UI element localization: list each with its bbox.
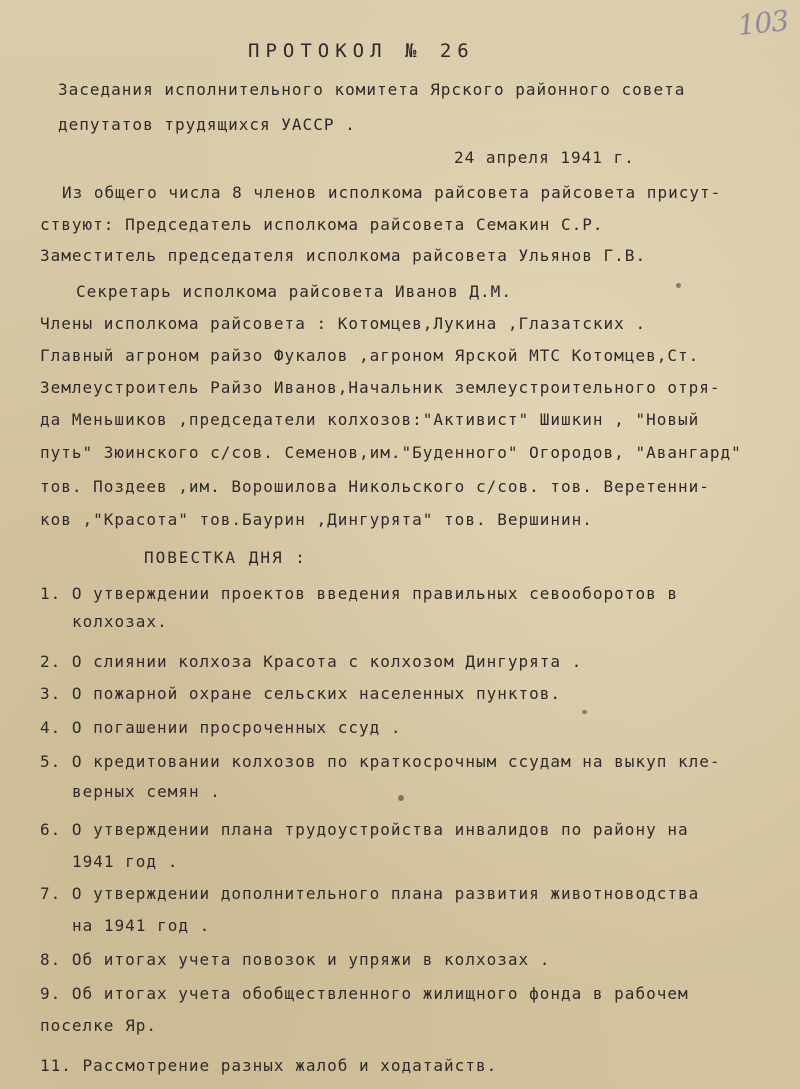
agenda-item: 1941 год . — [72, 852, 179, 871]
body-line: Заместитель председателя исполкома райсовета Ульянов Г.В. — [40, 246, 647, 265]
agenda-item: поселке Яр. — [40, 1016, 157, 1035]
agenda-item: 3. О пожарной охране сельских населенных пунктов. — [40, 684, 562, 703]
body-line: ствуют: Председатель исполкома райсовета Семакин С.Р. — [40, 215, 604, 234]
header-line-1: Заседания исполнительного комитета Ярского районного совета — [58, 80, 686, 99]
body-line: да Меньшиков ,председатели колхозов:"Активист" Шишкин , "Новый — [40, 410, 700, 429]
agenda-heading: ПОВЕСТКА ДНЯ : — [144, 548, 307, 567]
body-line: ков ,"Красота" тов.Баурин ,Дингурята" тов. Вершинин. — [40, 510, 593, 529]
agenda-item: верных семян . — [72, 782, 221, 801]
body-line: Секретарь исполкома райсовета Иванов Д.М. — [76, 282, 512, 301]
body-line: Из общего числа 8 членов исполкома райсовета райсовета присут- — [62, 183, 722, 202]
agenda-item: 8. Об итогах учета повозок и упряжи в колхозах . — [40, 950, 551, 969]
body-line: тов. Поздеев ,им. Ворошилова Никольского с/сов. тов. Веретенни- — [40, 477, 710, 496]
body-line: Главный агроном райзо Фукалов ,агроном Ярской МТС Котомцев,Ст. — [40, 346, 700, 365]
agenda-item: 5. О кредитовании колхозов по краткосрочным ссудам на выкуп кле- — [40, 752, 721, 771]
archive-page-number: 103 — [736, 3, 790, 43]
agenda-item: 11. Рассмотрение разных жалоб и ходатайств. — [40, 1056, 498, 1075]
agenda-item: 2. О слиянии колхоза Красота с колхозом Дингурята . — [40, 652, 583, 671]
header-line-2: депутатов трудящихся УАССР . — [58, 115, 356, 134]
agenda-item: на 1941 год . — [72, 916, 211, 935]
agenda-item: 4. О погашении просроченных ссуд . — [40, 718, 402, 737]
document-date: 24 апреля 1941 г. — [454, 148, 635, 167]
body-line: Члены исполкома райсовета : Котомцев,Лукина ,Глазатских . — [40, 314, 647, 333]
body-line: путь" Зюинского с/сов. Семенов,им."Буденного" Огородов, "Авангард" — [40, 443, 742, 462]
ink-spot — [676, 283, 681, 288]
body-line: Землеустроитель Райзо Иванов,Начальник землеустроительного отря- — [40, 378, 721, 397]
ink-spot — [582, 710, 587, 714]
agenda-item: колхозах. — [72, 612, 168, 631]
document-title: ПРОТОКОЛ № 26 — [248, 40, 475, 62]
agenda-item: 6. О утверждении плана трудоустройства инвалидов по району на — [40, 820, 689, 839]
agenda-item: 1. О утверждении проектов введения правильных севооборотов в — [40, 584, 678, 603]
ink-spot — [398, 795, 404, 801]
agenda-item: 7. О утверждении дополнительного плана развития животноводства — [40, 884, 700, 903]
agenda-item: 9. Об итогах учета обобществленного жилищного фонда в рабочем — [40, 984, 689, 1003]
